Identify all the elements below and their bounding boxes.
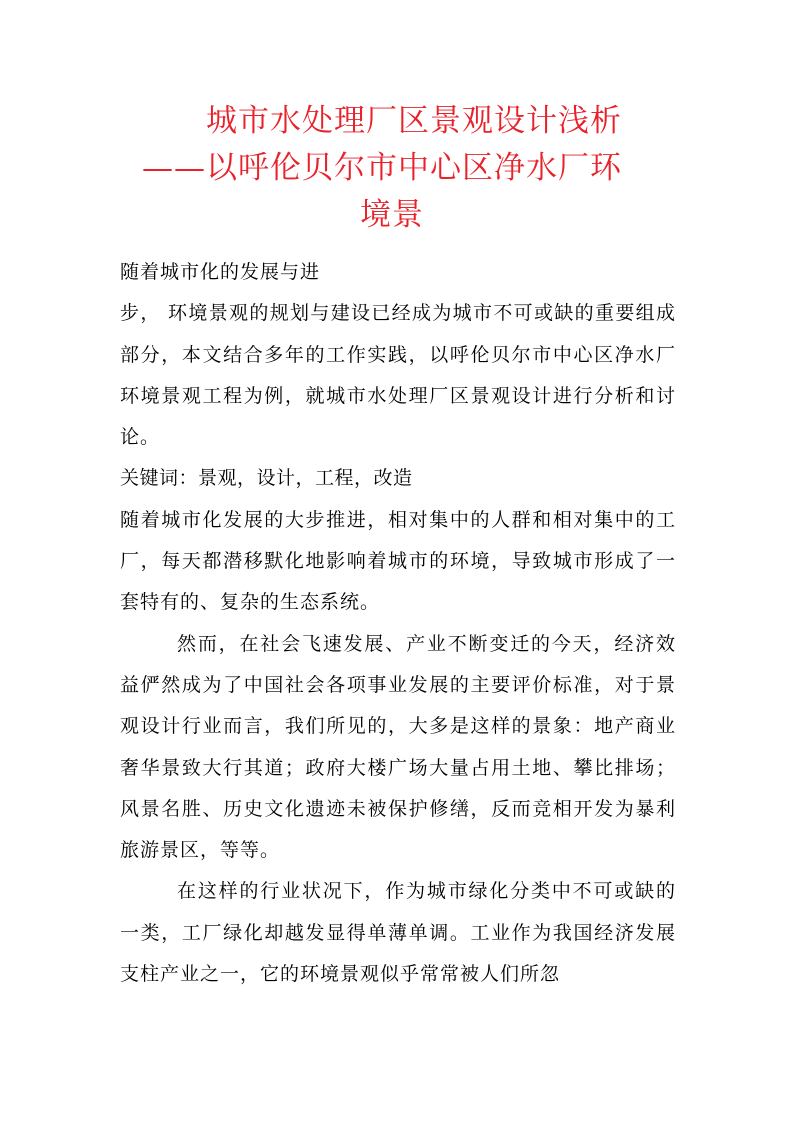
abstract-text: 步， 环境景观的规划与建设已经成为城市不可或缺的重要组成部分，本文结合多年的工作实践，以呼伦贝尔市中心区净水厂环境景观工程为例，就城市水处理厂区景观设计进行分析和讨论。 [120,302,676,449]
abstract-lead: 随着城市化的发展与进 [120,261,321,283]
keywords-line: 关键词：景观，设计，工程，改造 [120,467,413,490]
body-paragraph-2: 然而，在社会飞速发展、产业不断变迁的今天，经济效益俨然成为了中国社会各项事业发展的主要评价标准，对于景观设计行业而言，我们所见的，大多是这样的景象：地产商业奢华景致大行其道；政府大楼广场大量占用土地、攀比排场；风景名胜、历史文化遗迹未被保护修缮，反而竞相开发为暴利旅游景区，等等。 [120,632,676,862]
document-body [120,252,676,995]
document-title [120,98,676,239]
body-paragraph-3: 在这样的行业状况下，作为城市绿化分类中不可或缺的一类，工厂绿化却越发显得单薄单调。工业作为我国经济发展支柱产业之一，它的环境景观似乎常常被人们所忽 [120,880,676,986]
body-paragraph-1: 随着城市化发展的大步推进，相对集中的人群和相对集中的工厂，每天都潜移默化地影响着城市的环境，导致城市形成了一套特有的、复杂的生态系统。 [120,508,676,614]
title-line-3: 境景 [360,197,424,233]
title-line-2: ——以呼伦贝尔市中心区净水厂环 [142,150,622,186]
title-line-1: 城市水处理厂区景观设计浅析 [206,103,622,139]
abstract-paragraph [120,252,676,458]
